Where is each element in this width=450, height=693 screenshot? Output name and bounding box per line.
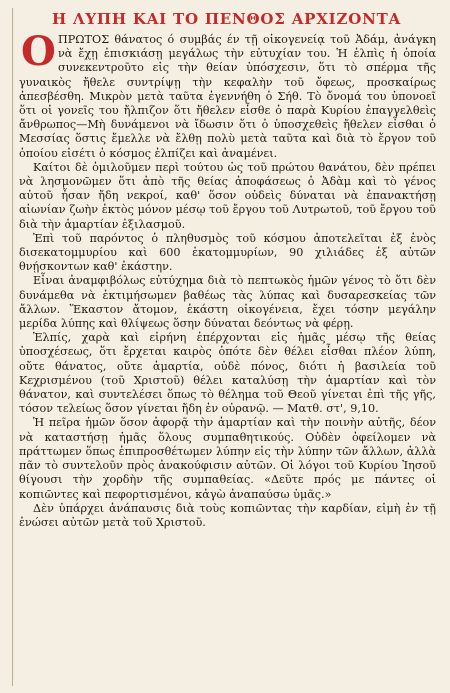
article-title: Η ΛΥΠΗ ΚΑΙ ΤΟ ΠΕΝΘΟΣ ΑΡΧΙΖΟΝΤΑ [51,10,402,28]
paragraph-7: Δὲν ὑπάρχει ἀνάπαυσις διὰ τοὺς κοπιῶντας τὴν καρδίαν, εἰμὴ ἐν τῇ ἑνώσει αὐτῶν μετὰ τοῦ Χριστοῦ. [19,501,436,529]
paragraph-6: Ἡ πεῖρα ἡμῶν ὅσον ἀφορᾷ τὴν ἁμαρτίαν καὶ τὴν ποινὴν αὐτῆς, δέον νὰ καταστήσῃ ἡμᾶς ὅλους συμπαθητικούς. Οὐδὲν ὀφείλομεν νὰ πράττωμεν ὅπως ἐπιπροσθέτωμεν λύπην εἰς τὴν λύπην τῶν ἄλλων, ἀλλὰ πᾶν τὸ συντελοῦν πρὸς ἀνακούφισιν αὐτῶν. Οἱ λόγοι τοῦ Κυρίου Ἰησοῦ θίγουσι τὴν χορδὴν τῆς συμπαθείας. «Δεῦτε πρός με πάντες οἱ κοπιῶντες καὶ πεφορτισμένοι, κἀγὼ ἀναπαύσω ὑμᾶς.» [19,416,436,501]
paragraph-2: Καίτοι δὲ ὁμιλοῦμεν περὶ τούτου ὡς τοῦ πρώτου θανάτου, δὲν πρέπει νὰ λησμονῶμεν ὅτι ἀπὸ τῆς θείας ἀποφάσεως ὁ Ἀδὰμ καὶ τὸ γένος αὐτοῦ ἦσαν ἤδη νεκροί, καθ' ὅσον οὐδεὶς δύναται νὰ ἐπανακτήσῃ αἰωνίαν ζωὴν ἐκτὸς μόνον μέσῳ τοῦ ἔργου τοῦ Λυτρωτοῦ, τοῦ ἔργου τοῦ διὰ τὴν ἁμαρτίαν ἐξιλασμοῦ. [19,160,436,231]
drop-cap: Ο [21,28,56,75]
article-page [12,8,440,686]
paragraph-1-text: ΠΡΩΤΟΣ θάνατος ό συμβάς έν τῇ οἰκογενείᾳ τοῦ Ἀδάμ, ἀνάγκη νὰ ἔχῃ ἐπισκιάσῃ μεγάλως τὴν εὐτυχίαν του. Ἡ ἐλπὶς ἡ ὁποία συνεκεντροῦτο εἰς τὴν θείαν ὑπόσχεσιν, ὅτι τὸ σπέρμα τῆς γυναικὸς ἤθελε συντρίψῃ τὴν κεφαλὴν τοῦ ὄφεως, προσκαίρως ἀπεσβέσθη. Μικρὸν μετὰ ταῦτα ἐγεννήθη ὁ Σήθ. Τὸ ὄνομά του ὑπονοεῖ ὅτι οἱ γονεῖς του ἤλπιζον ὅτι ἤθελεν εἶσθε ὁ παρὰ Κυρίου ἐπαγγελθεὶς ἄνθρωπος—Μὴ δυνάμενοι νὰ ἴδωσιν ὅτι ὁ ὑποσχεθεὶς ἤθελεν εἶσθαι ὁ Μεσσίας ὅστις ἔμελλε νὰ ἔλθῃ πολὺ μετὰ ταῦτα καὶ διὰ τὸ ἔργον τοῦ ὁποίου εἰσέτι ὁ κόσμος ἐλπίζει καὶ ἀναμένει. [19,33,436,160]
paragraph-3: Ἐπὶ τοῦ παρόντος ὁ πληθυσμὸς τοῦ κόσμου ἀποτελεῖται ἐξ ἑνὸς δισεκατομμυρίου καὶ 600 ἑκατομμυρίων, 90 χιλιάδες ἐξ αὐτῶν θνῄσκοντων καθ' ἑκάστην. [19,231,436,274]
paragraph-1 [19,28,436,161]
paragraph-4: Εἶναι ἀναμφιβόλως εὐτύχημα διὰ τὸ πεπτωκὸς ἡμῶν γένος τὸ ὅτι δὲν δυνάμεθα νὰ ἐκτιμήσωμεν βαθέως τὰς λύπας καὶ δυσαρεσκείας τῶν ἄλλων. Ἕκαστον ἄτομον, ἑκάστη οἰκογένεια, ἔχει τόσην μεγάλην μερίδα λύπης καὶ θλίψεως ὅσην δύναται δεόντως νὰ φέρῃ. [19,274,436,331]
paragraph-5: Ἐλπίς, χαρὰ καὶ εἰρήνη ἐπέρχονται εἰς ἡμᾶς μέσῳ τῆς θείας ὑποσχέσεως, ὅτι ἔρχεται καιρὸς ὁπότε δὲν θέλει εἶσθαι πλέον λύπη, οὔτε θάνατος, οὔτε ἁμαρτία, οὐδὲ πόνος, διότι ἡ βασιλεία τοῦ Κεχρισμένου (τοῦ Χριστοῦ) θέλει καταλύσῃ τὴν ἁμαρτίαν καὶ τὸν θάνατον, καὶ συντελέσει ὅπως τὸ θέλημα τοῦ Θεοῦ γίνεται ἐπὶ τῆς γῆς, τόσον τελείως ὅσον γίνεται ἤδη ἐν οὐρανῷ. — Ματθ. στ', 9,10. [19,331,436,416]
